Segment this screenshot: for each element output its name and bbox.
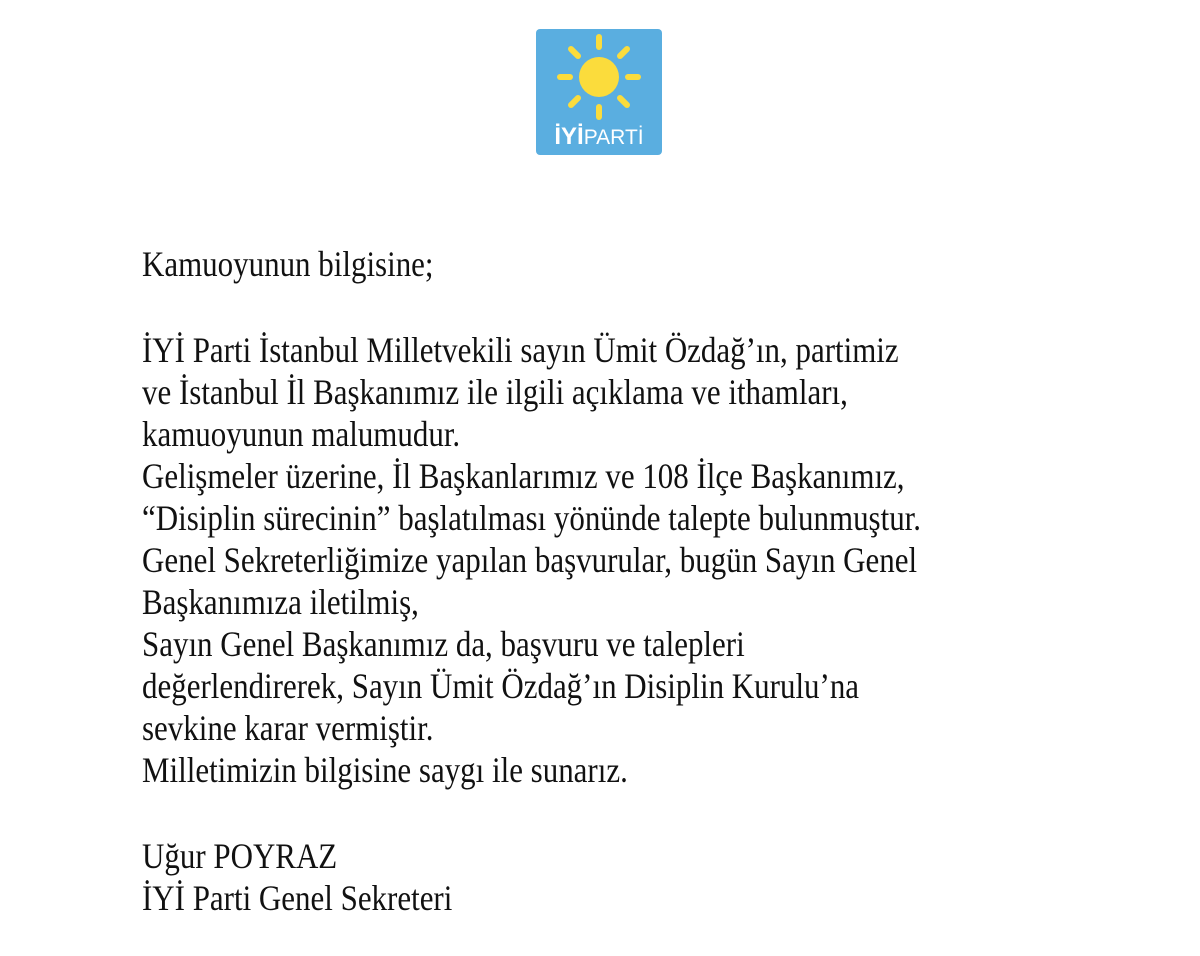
logo-text-regular: PARTİ	[583, 126, 644, 149]
signature-title: İYİ Parti Genel Sekreteri	[142, 878, 453, 918]
body-line: Başkanımıza iletilmiş,	[142, 582, 419, 622]
iyi-parti-logo	[536, 29, 662, 155]
body-line: sevkine karar vermiştir.	[142, 708, 434, 748]
body-line: kamuoyunun malumudur.	[142, 414, 461, 454]
body-line: değerlendirerek, Sayın Ümit Özdağ’ın Disiplin Kurulu’na	[142, 666, 860, 706]
logo-text	[536, 123, 662, 152]
body-line: Genel Sekreterliğimize yapılan başvurular, bugün Sayın Genel	[142, 540, 918, 580]
body-line: Sayın Genel Başkanımız da, başvuru ve talepleri	[142, 624, 745, 664]
logo-text-bold: İYİ	[554, 123, 584, 150]
body-line: “Disiplin sürecinin” başlatılması yönünde talepte bulunmuştur.	[142, 498, 922, 538]
body-line: ve İstanbul İl Başkanımız ile ilgili açıklama ve ithamları,	[142, 372, 848, 412]
body-line: Milletimizin bilgisine saygı ile sunarız.	[142, 750, 628, 790]
body-line: İYİ Parti İstanbul Milletvekili sayın Ümit Özdağ’ın, partimiz	[142, 330, 899, 370]
body-line: Gelişmeler üzerine, İl Başkanlarımız ve 108 İlçe Başkanımız,	[142, 456, 905, 496]
signature-name: Uğur POYRAZ	[142, 836, 338, 876]
salutation: Kamuoyunun bilgisine;	[142, 244, 434, 284]
